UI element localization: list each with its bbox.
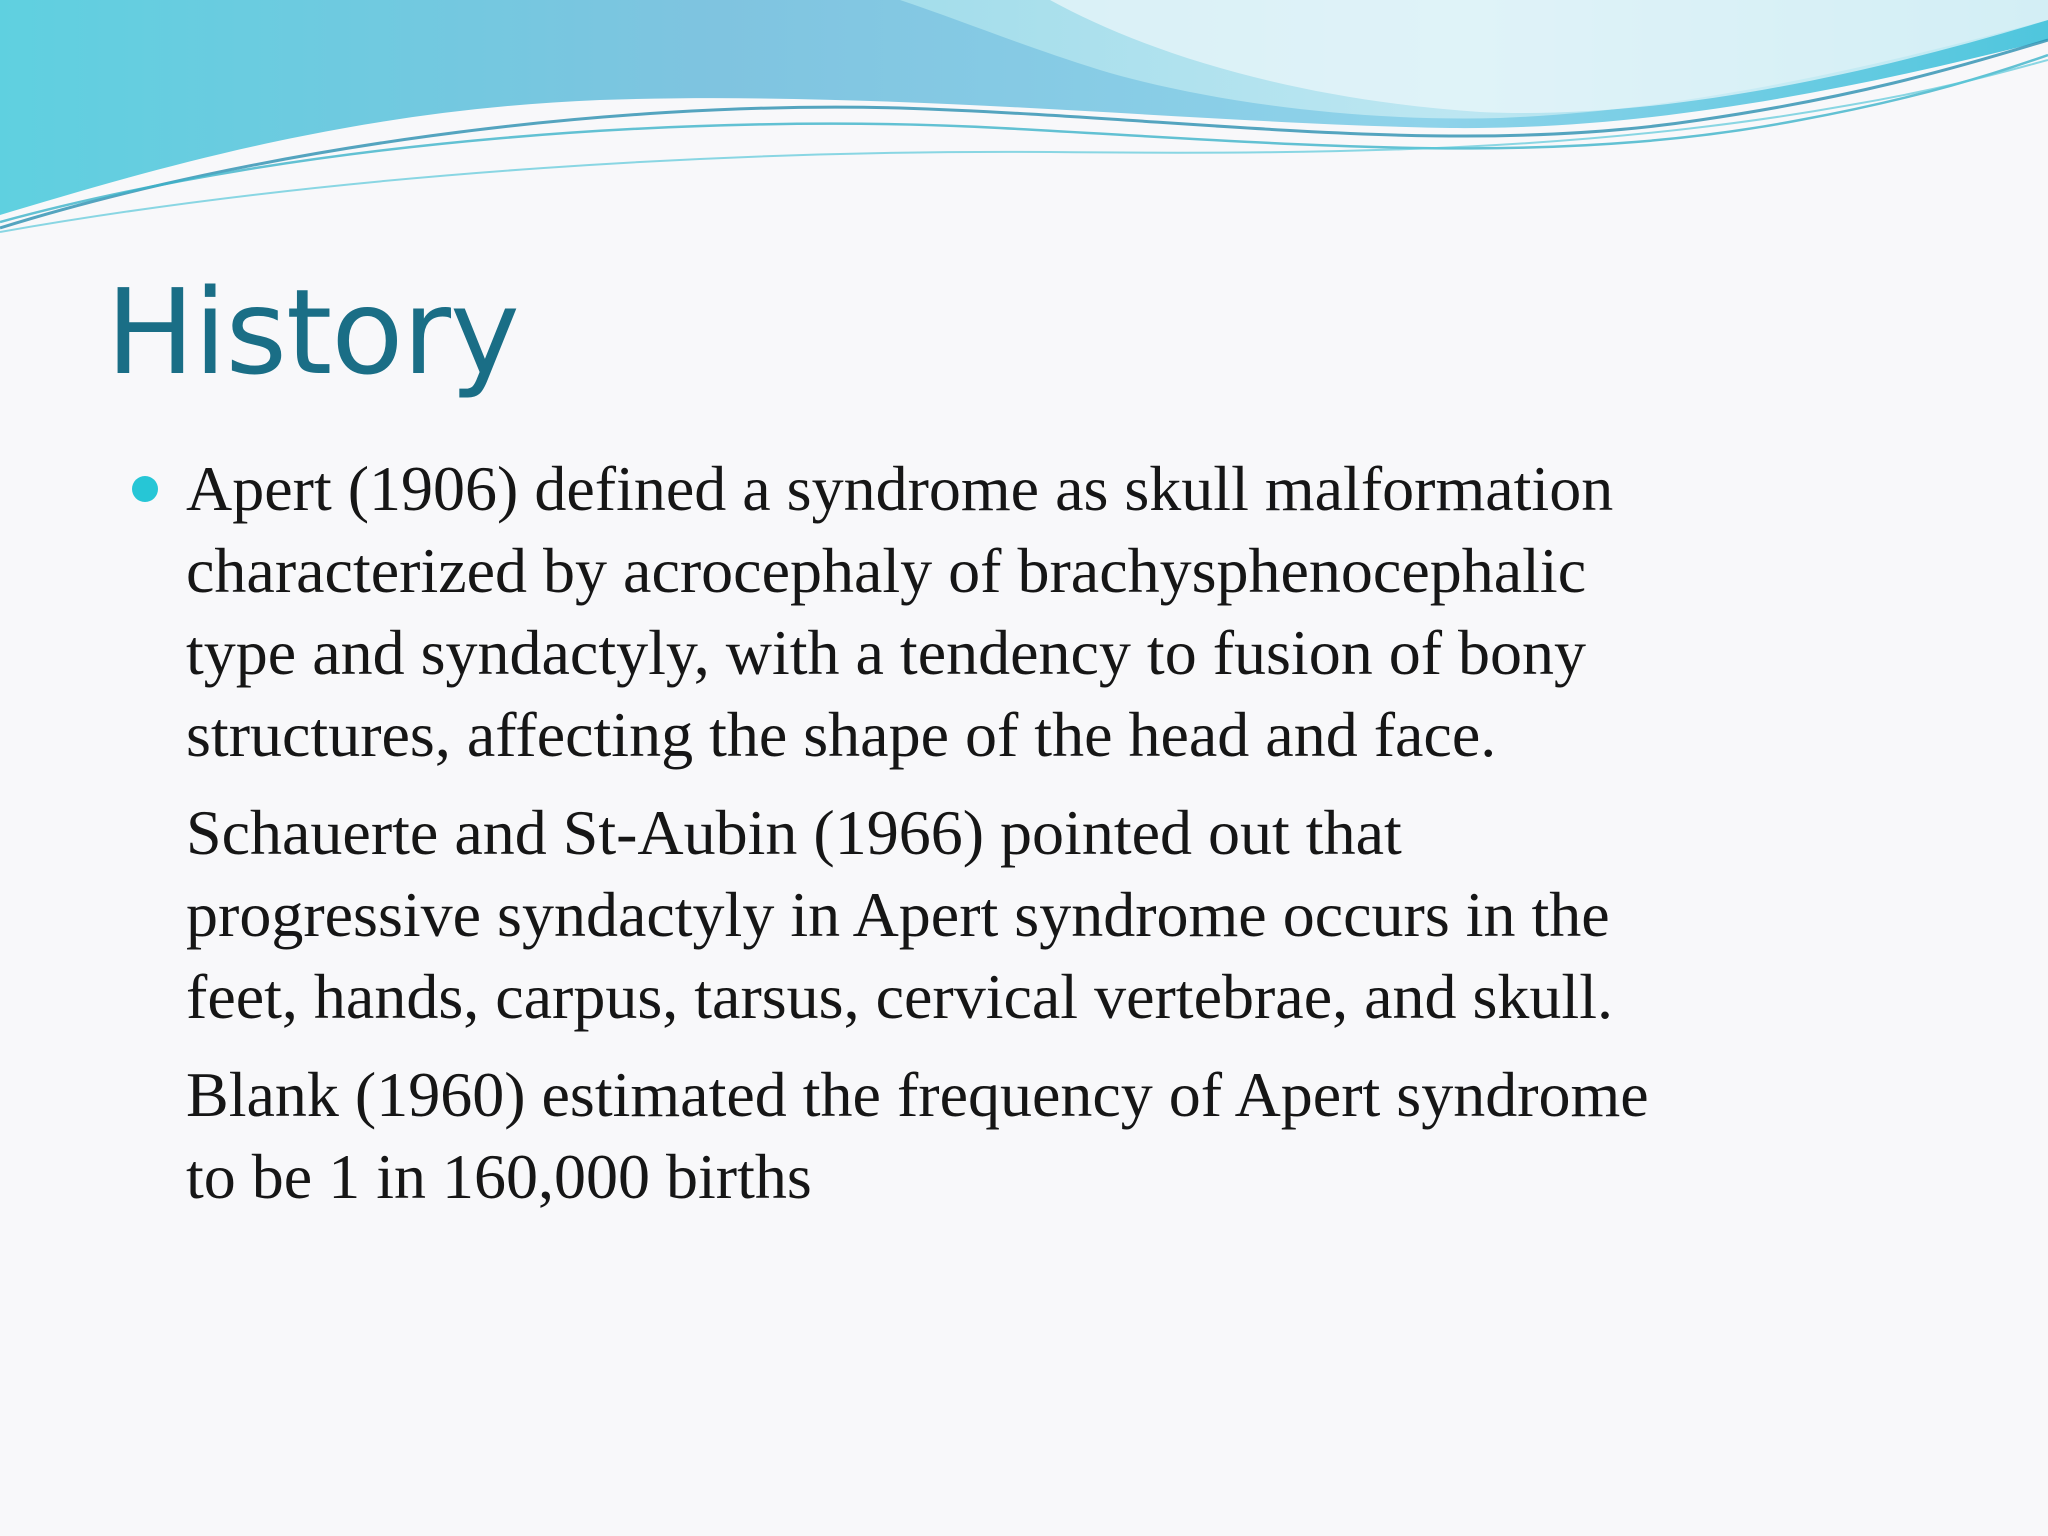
paragraph-blank: Blank (1960) estimated the frequency of Apert syndrome to be 1 in 160,000 births	[186, 1059, 1649, 1212]
wave-header-decoration	[0, 0, 2048, 240]
paragraph-schauerte: Schauerte and St-Aubin (1966) pointed out that progressive syndactyly in Apert syndrome occurs in the feet, hands, carpus, tarsus, cervical vertebrae, and skull.	[186, 797, 1613, 1032]
slide-title: History	[106, 263, 519, 401]
slide-body	[186, 448, 1986, 1234]
bullet-dot-icon	[132, 476, 158, 502]
paragraph-apert: Apert (1906) defined a syndrome as skull malformation characterized by acrocephaly of brachysphenocephalic type and syndactyly, with a tendency to fusion of bony structures, affecting the shape of the head and face.	[186, 453, 1614, 770]
